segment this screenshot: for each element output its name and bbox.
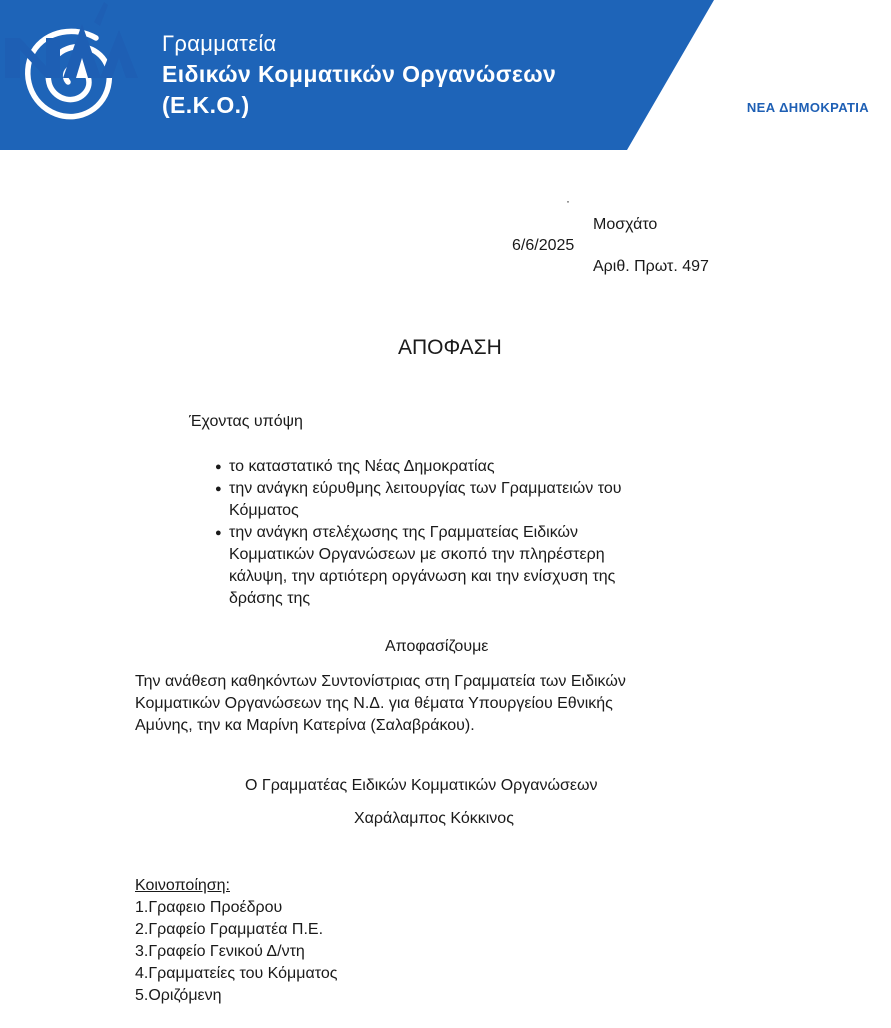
list-item-line: Κομματικών Οργανώσεων με σκοπό την πληρέστερη — [229, 546, 605, 563]
signatory-role: Ο Γραμματέας Ειδικών Κομματικών Οργανώσεων — [245, 777, 598, 794]
distribution-list — [135, 875, 337, 1007]
list-item-line: δράσης της — [229, 590, 311, 607]
header-banner — [0, 0, 891, 150]
considering-label: Έχοντας υπόψη — [189, 413, 303, 430]
decision-text — [135, 671, 775, 737]
list-item: 5.Οριζόμενη — [135, 987, 222, 1004]
protocol-number: Αριθ. Πρωτ. 497 — [593, 258, 709, 275]
date: 6/6/2025 — [512, 237, 575, 254]
list-item: 4.Γραμματείες του Κόμματος — [135, 965, 338, 982]
party-name: ΝΕΑ ΔΗΜΟΚΡΑΤΙΑ — [746, 100, 870, 115]
decision-line: Την ανάθεση καθηκόντων Συντονίστριας στη Γραμματεία των Ειδικών — [135, 673, 626, 690]
signatory-name: Χαράλαμπος Κόκκινος — [354, 810, 514, 827]
distribution-heading: Κοινοποίηση: — [135, 877, 230, 894]
list-item-line: την ανάγκη στελέχωσης της Γραμματείας Ειδικών — [229, 524, 578, 541]
list-item — [215, 456, 735, 478]
header-line-1: Γραμματεία — [162, 31, 277, 56]
place: Μοσχάτο — [593, 216, 658, 233]
meta-dot: · — [566, 194, 570, 208]
document-title: ΑΠΟΦΑΣΗ — [398, 336, 502, 359]
list-item — [215, 478, 735, 522]
header-line-3: (Ε.Κ.Ο.) — [162, 92, 250, 118]
list-item-line: κάλυψη, την αρτιότερη οργάνωση και την ενίσχυση της — [229, 568, 616, 585]
list-item-line: Κόμματος — [229, 502, 299, 519]
list-item: 1.Γραφειο Προέδρου — [135, 899, 283, 916]
decision-line: Κομματικών Οργανώσεων της Ν.Δ. για θέματα Υπουργείου Εθνικής — [135, 695, 613, 712]
nd-logo-icon — [0, 0, 166, 105]
list-item: 3.Γραφείο Γενικού Δ/ντη — [135, 943, 305, 960]
decision-line: Αμύνης, την κα Μαρίνη Κατερίνα (Σαλαβράκου). — [135, 717, 475, 734]
list-item: 2.Γραφείο Γραμματέα Π.Ε. — [135, 921, 324, 938]
header-title — [162, 28, 556, 121]
decide-label: Αποφασίζουμε — [385, 638, 489, 655]
list-item — [215, 522, 735, 610]
considerations-list — [215, 456, 735, 610]
list-item-line: την ανάγκη εύρυθμης λειτουργίας των Γραμματειών του — [229, 480, 622, 497]
list-item-line: το καταστατικό της Νέας Δημοκρατίας — [229, 458, 495, 475]
header-line-2: Ειδικών Κομματικών Οργανώσεων — [162, 61, 557, 87]
